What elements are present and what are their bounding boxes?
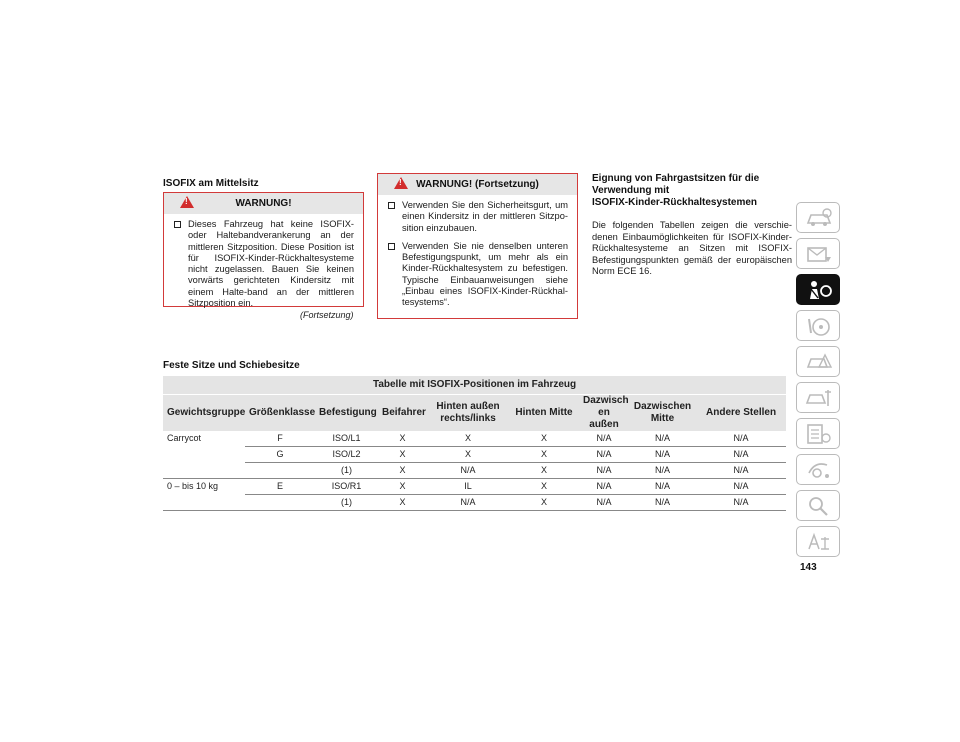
checkbox-bullet-icon bbox=[174, 221, 181, 228]
side-tab-envelope[interactable] bbox=[796, 238, 840, 269]
warning-box-left bbox=[163, 192, 364, 307]
table-cell: X bbox=[509, 463, 579, 479]
table-cell: (1) bbox=[315, 463, 378, 479]
table-cell: N/A bbox=[579, 447, 629, 463]
side-tab-steering[interactable] bbox=[796, 310, 840, 341]
table-cell: X bbox=[509, 479, 579, 495]
table-cell: N/A bbox=[427, 463, 509, 479]
checklist-icon bbox=[805, 423, 833, 445]
table-cell: N/A bbox=[629, 447, 696, 463]
table-cell: Carrycot bbox=[167, 433, 202, 443]
multimedia-icon bbox=[805, 459, 833, 481]
section-title-isofix-mittelsitz: ISOFIX am Mittelsitz bbox=[163, 178, 259, 189]
table-cell: N/A bbox=[696, 495, 786, 511]
table-cell: X bbox=[378, 447, 427, 463]
warning-bullet bbox=[172, 219, 354, 309]
page-number: 143 bbox=[800, 562, 817, 573]
table-cell: X bbox=[378, 479, 427, 495]
warning-triangle-icon bbox=[394, 177, 408, 189]
table-header: Gewichtsgruppe bbox=[163, 395, 245, 432]
table-cell: N/A bbox=[696, 447, 786, 463]
table-header: Befestigung bbox=[315, 395, 378, 432]
section-title-feste-sitze: Feste Sitze und Schiebesitze bbox=[163, 360, 300, 371]
table-cell: E bbox=[245, 479, 315, 495]
side-tab-checklist[interactable] bbox=[796, 418, 840, 449]
warning-bullet-text: Dieses Fahrzeug hat keine ISOFIX- oder Haltebandverankerung an der mittleren Sitzposition. Diese Position ist für ISOFIX-Kinder-Rückhaltesysteme nicht zugelassen. Bauen Sie keinen vorwärts gerichteten Kindersitz mit einem Halte-band an der mittleren Sitzposition ein. bbox=[188, 219, 354, 309]
warning-bullet bbox=[386, 200, 568, 234]
table-cell: N/A bbox=[579, 463, 629, 479]
table-cell bbox=[245, 495, 315, 511]
table-cell: N/A bbox=[733, 433, 749, 443]
table-cell bbox=[245, 463, 315, 479]
table-cell: X bbox=[399, 433, 406, 443]
car-tools-icon bbox=[805, 387, 833, 409]
warning-bullet-text: Verwenden Sie nie denselben unteren Befestigungspunkt, um mehr als ein Kinder-Rückhaltesystem zu befestigen. Typische Einbauanweisungen siehe „Einbau eines ISOFIX-Kinder-Rückhal-tesystems“. bbox=[402, 240, 568, 308]
side-tab-language[interactable] bbox=[796, 526, 840, 557]
table-cell bbox=[163, 463, 245, 479]
table-cell: X bbox=[378, 463, 427, 479]
side-tab-search[interactable] bbox=[796, 490, 840, 521]
steering-wheel-icon bbox=[805, 315, 833, 337]
table-cell: X bbox=[540, 433, 547, 443]
table-title: Tabelle mit ISOFIX-Positionen im Fahrzeug bbox=[163, 376, 786, 395]
table-cell bbox=[163, 495, 245, 511]
table-cell: IL bbox=[427, 479, 509, 495]
table-header: Hinten Mitte bbox=[509, 395, 579, 432]
table-cell: N/A bbox=[596, 433, 612, 443]
table-cell: N/A bbox=[427, 495, 509, 511]
table-cell bbox=[163, 447, 245, 463]
table-cell: N/A bbox=[696, 463, 786, 479]
table-cell: X bbox=[378, 495, 427, 511]
table-cell: N/A bbox=[629, 495, 696, 511]
table-row bbox=[163, 447, 786, 463]
title-line: Eignung von Fahrgastsitzen für die bbox=[592, 173, 760, 184]
warning-title: WARNUNG! bbox=[235, 198, 292, 209]
warning-bullet-text: Verwenden Sie den Sicherheitsgurt, um einen Kindersitz in der mittleren Sitzpo-sition einzubauen. bbox=[402, 200, 568, 233]
table-cell: X bbox=[464, 433, 471, 443]
table-cell: 0 – bis 10 kg bbox=[163, 479, 245, 495]
intro-paragraph: Die folgenden Tabellen zeigen die verschie-denen Einbaumöglichkeiten für ISOFIX-Kinder-Rückhaltesysteme an Sitzen mit ISOFIX-Befestigungspunkten gemäß der europäischen Norm ECE 16. bbox=[592, 220, 792, 276]
side-tab-car-dashboard[interactable] bbox=[796, 202, 840, 233]
warning-header bbox=[164, 193, 363, 214]
warning-bullet bbox=[386, 241, 568, 309]
table-cell: N/A bbox=[629, 463, 696, 479]
isofix-table-wrapper bbox=[163, 376, 786, 511]
language-icon bbox=[805, 531, 833, 553]
table-header: Beifahrer bbox=[378, 395, 427, 432]
title-line: ISOFIX-Kinder-Rückhaltesystemen bbox=[592, 197, 758, 208]
table-header: Andere Stellen bbox=[696, 395, 786, 432]
warning-title: WARNUNG! (Fortsetzung) bbox=[416, 179, 539, 190]
table-cell: N/A bbox=[629, 479, 696, 495]
table-cell: (1) bbox=[315, 495, 378, 511]
table-header: Dazwischen Mitte bbox=[629, 395, 696, 432]
table-cell: X bbox=[509, 495, 579, 511]
table-cell: G bbox=[245, 447, 315, 463]
table-cell: F bbox=[277, 433, 283, 443]
seatbelt-airbag-icon bbox=[805, 279, 833, 301]
table-cell: ISO/L2 bbox=[315, 447, 378, 463]
table-header-row bbox=[163, 395, 786, 432]
table-cell: N/A bbox=[579, 495, 629, 511]
table-cell: X bbox=[509, 447, 579, 463]
table-cell: N/A bbox=[696, 479, 786, 495]
warning-triangle-icon bbox=[180, 196, 194, 208]
car-dashboard-icon bbox=[805, 207, 833, 229]
warning-box-middle bbox=[377, 173, 578, 319]
car-warning-icon bbox=[805, 351, 833, 373]
side-tab-multimedia[interactable] bbox=[796, 454, 840, 485]
table-cell: N/A bbox=[579, 479, 629, 495]
table-cell: ISO/R1 bbox=[315, 479, 378, 495]
table-header: Hinten außen rechts/links bbox=[427, 395, 509, 432]
envelope-icon bbox=[805, 243, 833, 265]
table-row bbox=[163, 495, 786, 511]
isofix-table bbox=[163, 376, 786, 511]
table-cell: ISO/L1 bbox=[332, 433, 361, 443]
side-tab-safety[interactable] bbox=[796, 274, 840, 305]
section-title-eignung bbox=[592, 173, 792, 209]
checkbox-bullet-icon bbox=[388, 202, 395, 209]
continued-label: (Fortsetzung) bbox=[300, 310, 354, 320]
table-row bbox=[163, 479, 786, 495]
side-tab-car-warning[interactable] bbox=[796, 346, 840, 377]
table-header: Dazwisch en außen bbox=[579, 395, 629, 432]
table-row bbox=[163, 463, 786, 479]
warning-header bbox=[378, 174, 577, 195]
table-cell: N/A bbox=[654, 433, 670, 443]
table-header: Größenklasse bbox=[245, 395, 315, 432]
table-cell: X bbox=[427, 447, 509, 463]
title-line: Verwendung mit bbox=[592, 185, 670, 196]
magnifier-icon bbox=[805, 495, 833, 517]
table-row bbox=[163, 431, 786, 447]
side-tab-car-tools[interactable] bbox=[796, 382, 840, 413]
checkbox-bullet-icon bbox=[388, 243, 395, 250]
